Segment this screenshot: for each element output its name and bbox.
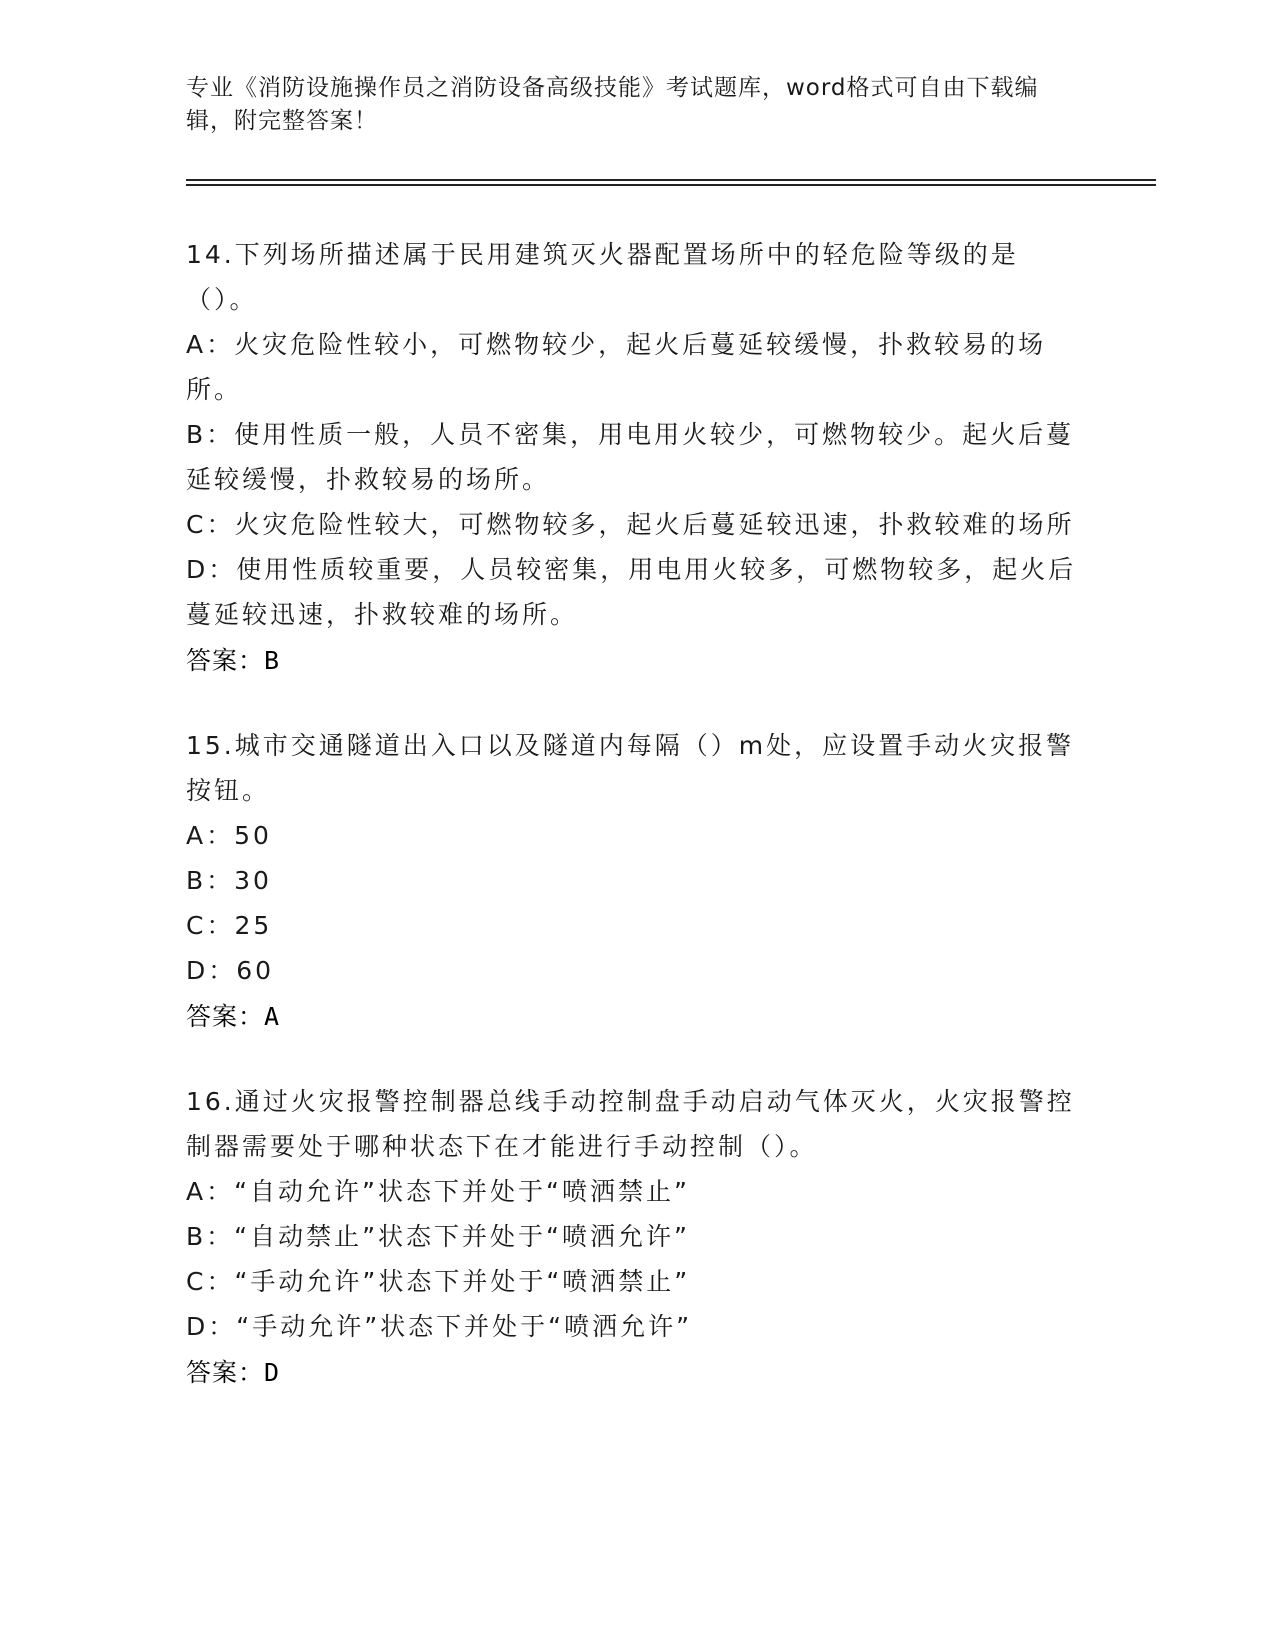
question-stem: 15.城市交通隧道出入口以及隧道内每隔（）m处，应设置手动火灾报警按钮。	[186, 731, 1075, 805]
option-c: C：25	[186, 911, 273, 940]
option-b: B：“自动禁止”状态下并处于“喷洒允许”	[186, 1222, 690, 1251]
answer-line	[186, 994, 1086, 1039]
answer-line	[186, 1350, 1086, 1395]
option-b: B：30	[186, 866, 272, 895]
answer-value: B	[264, 646, 280, 675]
question-14	[186, 232, 1086, 683]
option-a: A：火灾危险性较小，可燃物较少，起火后蔓延较缓慢，扑救较易的场所。	[186, 330, 1047, 404]
answer-label: 答案：	[186, 646, 265, 675]
option-c: C：火灾危险性较大，可燃物较多，起火后蔓延较迅速，扑救较难的场所	[186, 510, 1075, 539]
document-header: 专业《消防设施操作员之消防设备高级技能》考试题库，word格式可自由下载编辑，附完整答案！	[186, 75, 1039, 134]
option-d: D：“手动允许”状态下并处于“喷洒允许”	[186, 1312, 693, 1341]
option-d: D：使用性质较重要，人员较密集，用电用火较多，可燃物较多，起火后蔓延较迅速，扑救较难的场所。	[186, 555, 1077, 629]
option-c: C：“手动允许”状态下并处于“喷洒禁止”	[186, 1267, 691, 1296]
option-b: B：使用性质一般，人员不密集，用电用火较少，可燃物较少。起火后蔓延较缓慢，扑救较易的场所。	[186, 420, 1075, 494]
option-a: A：50	[186, 821, 272, 850]
header-divider-top	[186, 179, 1156, 181]
answer-label: 答案：	[186, 1358, 265, 1387]
question-list	[186, 232, 1086, 1435]
header-divider-bottom	[186, 184, 1156, 186]
question-stem: 14.下列场所描述属于民用建筑灭火器配置场所中的轻危险等级的是（）。	[186, 240, 1019, 314]
answer-value: D	[264, 1358, 280, 1387]
question-stem: 16.通过火灾报警控制器总线手动控制盘手动启动气体灭火，火灾报警控制器需要处于哪种状态下在才能进行手动控制（）。	[186, 1087, 1075, 1161]
option-d: D：60	[186, 956, 275, 985]
answer-value: A	[264, 1002, 280, 1031]
answer-line	[186, 638, 1086, 683]
question-16	[186, 1079, 1086, 1395]
option-a: A：“自动允许”状态下并处于“喷洒禁止”	[186, 1177, 690, 1206]
answer-label: 答案：	[186, 1002, 265, 1031]
question-15	[186, 723, 1086, 1039]
